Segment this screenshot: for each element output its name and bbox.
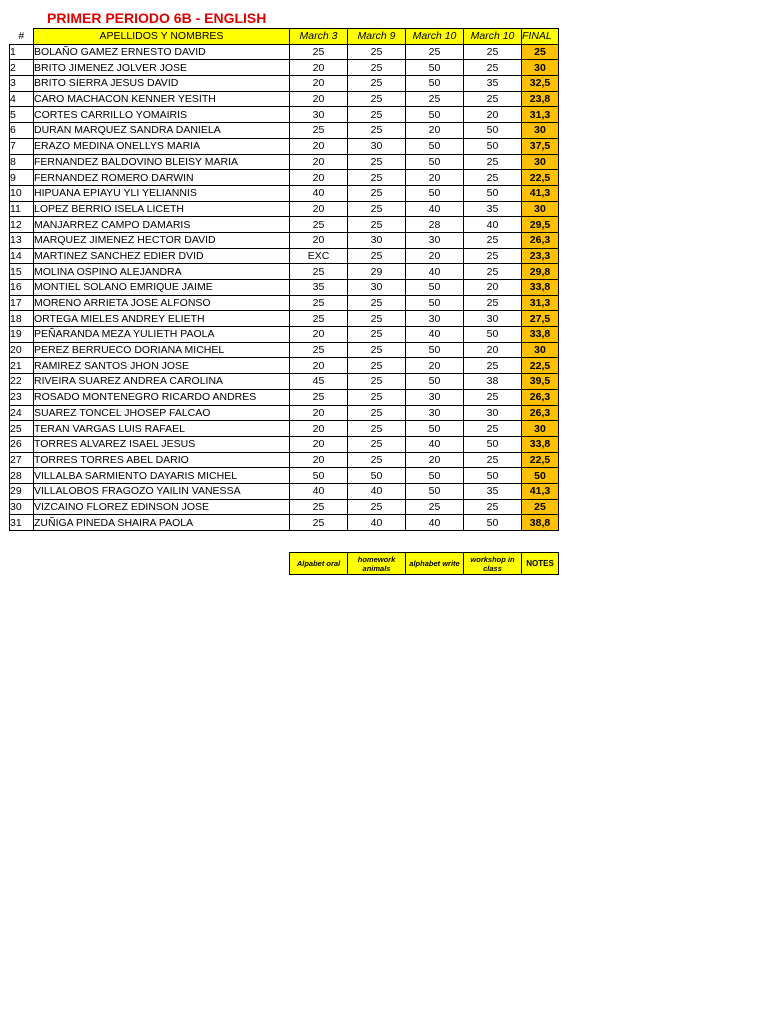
score-march-3[interactable]: 20 [290, 436, 348, 452]
table-row [10, 201, 559, 217]
student-name[interactable]: HIPUANA EPIAYU YLI YELIANNIS [34, 185, 290, 201]
final-grade[interactable]: 22,5 [522, 170, 559, 186]
score-march-3[interactable]: 40 [290, 483, 348, 499]
row-number[interactable]: 31 [10, 515, 34, 531]
final-grade[interactable]: 25 [522, 499, 559, 515]
table-row [10, 421, 559, 437]
score-march-9[interactable]: 25 [348, 154, 406, 170]
student-name[interactable]: ROSADO MONTENEGRO RICARDO ANDRES [34, 389, 290, 405]
row-number[interactable]: 15 [10, 264, 34, 280]
score-march-9[interactable]: 25 [348, 436, 406, 452]
student-name[interactable]: VIZCAINO FLOREZ EDINSON JOSE [34, 499, 290, 515]
score-march-10-a[interactable]: 30 [406, 311, 464, 327]
table-row [10, 374, 559, 390]
score-march-9[interactable]: 25 [348, 123, 406, 139]
student-name[interactable]: BOLAÑO GAMEZ ERNESTO DAVID [34, 44, 290, 60]
score-march-10-b[interactable]: 25 [464, 264, 522, 280]
table-row [10, 483, 559, 499]
final-grade[interactable]: 25 [522, 44, 559, 60]
row-number[interactable]: 3 [10, 76, 34, 92]
final-grade[interactable]: 22,5 [522, 452, 559, 468]
score-march-10-a[interactable]: 28 [406, 217, 464, 233]
score-march-10-a[interactable]: 25 [406, 91, 464, 107]
row-number[interactable]: 27 [10, 452, 34, 468]
score-march-10-b[interactable]: 25 [464, 499, 522, 515]
score-march-3[interactable]: EXC [290, 248, 348, 264]
row-number[interactable]: 18 [10, 311, 34, 327]
score-march-9[interactable]: 25 [348, 295, 406, 311]
row-number[interactable]: 28 [10, 468, 34, 484]
score-march-3[interactable]: 25 [290, 342, 348, 358]
legend-alphabet-write[interactable]: alphabet write [406, 553, 464, 575]
score-march-10-b[interactable]: 40 [464, 217, 522, 233]
legend-workshop-in-class[interactable]: workshop in class [464, 553, 522, 575]
score-march-9[interactable]: 25 [348, 170, 406, 186]
student-name[interactable]: BRITO SIERRA JESUS DAVID [34, 76, 290, 92]
score-march-10-b[interactable]: 35 [464, 483, 522, 499]
table-row [10, 107, 559, 123]
score-march-9[interactable]: 25 [348, 389, 406, 405]
legend-table [289, 552, 559, 575]
score-march-3[interactable]: 25 [290, 123, 348, 139]
student-name[interactable]: CORTES CARRILLO YOMAIRIS [34, 107, 290, 123]
final-grade[interactable]: 33,8 [522, 280, 559, 296]
score-march-10-b[interactable]: 50 [464, 327, 522, 343]
final-grade[interactable]: 30 [522, 342, 559, 358]
score-march-3[interactable]: 20 [290, 91, 348, 107]
legend-alphabet-oral[interactable]: Alpabet oral [290, 553, 348, 575]
score-march-3[interactable]: 20 [290, 421, 348, 437]
row-number[interactable]: 13 [10, 232, 34, 248]
score-march-3[interactable]: 25 [290, 389, 348, 405]
final-grade[interactable]: 26,3 [522, 232, 559, 248]
table-row [10, 468, 559, 484]
score-march-10-b[interactable]: 25 [464, 154, 522, 170]
score-march-9[interactable]: 29 [348, 264, 406, 280]
header-march-3[interactable]: March 3 [290, 29, 348, 45]
score-march-9[interactable]: 25 [348, 76, 406, 92]
score-march-3[interactable]: 25 [290, 499, 348, 515]
row-number[interactable]: 8 [10, 154, 34, 170]
final-grade[interactable]: 33,8 [522, 327, 559, 343]
student-name[interactable]: MARTINEZ SANCHEZ EDIER DVID [34, 248, 290, 264]
final-grade[interactable]: 30 [522, 154, 559, 170]
score-march-9[interactable]: 25 [348, 185, 406, 201]
score-march-10-b[interactable]: 30 [464, 405, 522, 421]
score-march-10-a[interactable]: 20 [406, 123, 464, 139]
final-grade[interactable]: 41,3 [522, 483, 559, 499]
score-march-10-b[interactable]: 50 [464, 185, 522, 201]
legend-row [290, 553, 559, 575]
score-march-10-b[interactable]: 50 [464, 468, 522, 484]
score-march-10-a[interactable]: 20 [406, 248, 464, 264]
row-number[interactable]: 22 [10, 374, 34, 390]
final-grade[interactable]: 27,5 [522, 311, 559, 327]
row-number[interactable]: 24 [10, 405, 34, 421]
final-grade[interactable]: 32,5 [522, 76, 559, 92]
score-march-10-b[interactable]: 25 [464, 389, 522, 405]
score-march-3[interactable]: 50 [290, 468, 348, 484]
score-march-10-b[interactable]: 20 [464, 107, 522, 123]
student-name[interactable]: ERAZO MEDINA ONELLYS MARIA [34, 138, 290, 154]
final-grade[interactable]: 33,8 [522, 436, 559, 452]
table-row [10, 217, 559, 233]
score-march-3[interactable]: 20 [290, 327, 348, 343]
score-march-10-a[interactable]: 50 [406, 76, 464, 92]
score-march-10-b[interactable]: 50 [464, 436, 522, 452]
row-number[interactable]: 29 [10, 483, 34, 499]
final-grade[interactable]: 31,3 [522, 295, 559, 311]
final-grade[interactable]: 41,3 [522, 185, 559, 201]
student-name[interactable]: TORRES TORRES ABEL DARIO [34, 452, 290, 468]
header-names[interactable]: APELLIDOS Y NOMBRES [34, 29, 290, 45]
row-number[interactable]: 2 [10, 60, 34, 76]
score-march-10-a[interactable]: 30 [406, 405, 464, 421]
score-march-3[interactable]: 20 [290, 60, 348, 76]
row-number[interactable]: 1 [10, 44, 34, 60]
score-march-9[interactable]: 40 [348, 515, 406, 531]
student-name[interactable]: MONTIEL SOLANO EMRIQUE JAIME [34, 280, 290, 296]
score-march-10-b[interactable]: 25 [464, 452, 522, 468]
score-march-10-b[interactable]: 25 [464, 358, 522, 374]
row-number[interactable]: 23 [10, 389, 34, 405]
final-grade[interactable]: 30 [522, 421, 559, 437]
score-march-10-a[interactable]: 40 [406, 436, 464, 452]
final-grade[interactable]: 30 [522, 60, 559, 76]
score-march-3[interactable]: 20 [290, 76, 348, 92]
score-march-9[interactable]: 25 [348, 405, 406, 421]
score-march-10-b[interactable]: 25 [464, 44, 522, 60]
student-name[interactable]: SUAREZ TONCEL JHOSEP FALCAO [34, 405, 290, 421]
score-march-9[interactable]: 30 [348, 280, 406, 296]
final-grade[interactable]: 26,3 [522, 405, 559, 421]
score-march-3[interactable]: 35 [290, 280, 348, 296]
score-march-9[interactable]: 25 [348, 311, 406, 327]
student-name[interactable]: PEREZ BERRUECO DORIANA MICHEL [34, 342, 290, 358]
score-march-9[interactable]: 25 [348, 499, 406, 515]
score-march-3[interactable]: 30 [290, 107, 348, 123]
row-number[interactable]: 25 [10, 421, 34, 437]
score-march-3[interactable]: 40 [290, 185, 348, 201]
student-name[interactable]: LOPEZ BERRIO ISELA LICETH [34, 201, 290, 217]
score-march-10-a[interactable]: 50 [406, 60, 464, 76]
row-number[interactable]: 20 [10, 342, 34, 358]
student-name[interactable]: CARO MACHACON KENNER YESITH [34, 91, 290, 107]
student-name[interactable]: BRITO JIMENEZ JOLVER JOSE [34, 60, 290, 76]
row-number[interactable]: 6 [10, 123, 34, 139]
score-march-3[interactable]: 20 [290, 232, 348, 248]
table-row [10, 170, 559, 186]
final-grade[interactable]: 39,5 [522, 374, 559, 390]
legend-notes[interactable]: NOTES [522, 553, 559, 575]
student-name[interactable]: VILLALBA SARMIENTO DAYARIS MICHEL [34, 468, 290, 484]
score-march-10-a[interactable]: 20 [406, 452, 464, 468]
score-march-3[interactable]: 45 [290, 374, 348, 390]
final-grade[interactable]: 26,3 [522, 389, 559, 405]
score-march-9[interactable]: 25 [348, 374, 406, 390]
final-grade[interactable]: 38,8 [522, 515, 559, 531]
student-name[interactable]: VILLALOBOS FRAGOZO YAILIN VANESSA [34, 483, 290, 499]
table-row [10, 264, 559, 280]
score-march-10-a[interactable]: 50 [406, 374, 464, 390]
score-march-10-a[interactable]: 20 [406, 170, 464, 186]
student-name[interactable]: ORTEGA MIELES ANDREY ELIETH [34, 311, 290, 327]
student-name[interactable]: DURAN MARQUEZ SANDRA DANIELA [34, 123, 290, 139]
student-name[interactable]: TERAN VARGAS LUIS RAFAEL [34, 421, 290, 437]
row-number[interactable]: 30 [10, 499, 34, 515]
score-march-10-b[interactable]: 25 [464, 232, 522, 248]
final-grade[interactable]: 37,5 [522, 138, 559, 154]
row-number[interactable]: 4 [10, 91, 34, 107]
score-march-9[interactable]: 30 [348, 232, 406, 248]
score-march-9[interactable]: 25 [348, 358, 406, 374]
score-march-9[interactable]: 25 [348, 327, 406, 343]
table-row [10, 389, 559, 405]
table-row [10, 311, 559, 327]
score-march-9[interactable]: 40 [348, 483, 406, 499]
score-march-10-b[interactable]: 50 [464, 123, 522, 139]
table-row [10, 232, 559, 248]
score-march-10-b[interactable]: 25 [464, 170, 522, 186]
final-grade[interactable]: 23,8 [522, 91, 559, 107]
row-number[interactable]: 5 [10, 107, 34, 123]
score-march-9[interactable]: 50 [348, 468, 406, 484]
student-name[interactable]: RIVEIRA SUAREZ ANDREA CAROLINA [34, 374, 290, 390]
table-row [10, 91, 559, 107]
row-number[interactable]: 19 [10, 327, 34, 343]
score-march-10-b[interactable]: 25 [464, 295, 522, 311]
row-number[interactable]: 21 [10, 358, 34, 374]
table-row [10, 123, 559, 139]
score-march-10-b[interactable]: 50 [464, 138, 522, 154]
score-march-10-b[interactable]: 20 [464, 342, 522, 358]
student-name[interactable]: ZUÑIGA PINEDA SHAIRA PAOLA [34, 515, 290, 531]
score-march-3[interactable]: 25 [290, 311, 348, 327]
grades-table [9, 28, 559, 531]
score-march-10-b[interactable]: 38 [464, 374, 522, 390]
table-row [10, 295, 559, 311]
score-march-10-a[interactable]: 30 [406, 389, 464, 405]
final-grade[interactable]: 22,5 [522, 358, 559, 374]
score-march-10-b[interactable]: 35 [464, 76, 522, 92]
final-grade[interactable]: 29,8 [522, 264, 559, 280]
table-row [10, 44, 559, 60]
score-march-10-b[interactable]: 35 [464, 201, 522, 217]
header-row [10, 29, 559, 45]
score-march-3[interactable]: 25 [290, 264, 348, 280]
row-number[interactable]: 16 [10, 280, 34, 296]
final-grade[interactable]: 31,3 [522, 107, 559, 123]
student-name[interactable]: TORRES ALVAREZ ISAEL JESUS [34, 436, 290, 452]
score-march-9[interactable]: 25 [348, 421, 406, 437]
row-number[interactable]: 9 [10, 170, 34, 186]
table-row [10, 248, 559, 264]
final-grade[interactable]: 23,3 [522, 248, 559, 264]
score-march-10-a[interactable]: 50 [406, 295, 464, 311]
header-march-10-b[interactable]: March 10 [464, 29, 522, 45]
table-row [10, 515, 559, 531]
table-row [10, 60, 559, 76]
table-row [10, 138, 559, 154]
row-number[interactable]: 12 [10, 217, 34, 233]
student-name[interactable]: MANJARREZ CAMPO DAMARIS [34, 217, 290, 233]
student-name[interactable]: PEÑARANDA MEZA YULIETH PAOLA [34, 327, 290, 343]
score-march-10-a[interactable]: 50 [406, 468, 464, 484]
header-march-10-a[interactable]: March 10 [406, 29, 464, 45]
score-march-3[interactable]: 20 [290, 138, 348, 154]
table-row [10, 154, 559, 170]
score-march-10-a[interactable]: 50 [406, 107, 464, 123]
score-march-10-a[interactable]: 50 [406, 138, 464, 154]
score-march-3[interactable]: 20 [290, 201, 348, 217]
score-march-9[interactable]: 30 [348, 138, 406, 154]
student-name[interactable]: MOLINA OSPINO ALEJANDRA [34, 264, 290, 280]
score-march-9[interactable]: 25 [348, 342, 406, 358]
score-march-10-b[interactable]: 25 [464, 60, 522, 76]
final-grade[interactable]: 50 [522, 468, 559, 484]
final-grade[interactable]: 29,5 [522, 217, 559, 233]
row-number[interactable]: 7 [10, 138, 34, 154]
score-march-3[interactable]: 25 [290, 295, 348, 311]
header-number[interactable]: # [18, 30, 25, 43]
score-march-3[interactable]: 25 [290, 217, 348, 233]
score-march-3[interactable]: 20 [290, 452, 348, 468]
student-name[interactable]: MARQUEZ JIMENEZ HECTOR DAVID [34, 232, 290, 248]
score-march-10-b[interactable]: 20 [464, 280, 522, 296]
score-march-10-a[interactable]: 40 [406, 264, 464, 280]
score-march-3[interactable]: 25 [290, 515, 348, 531]
score-march-10-b[interactable]: 25 [464, 248, 522, 264]
score-march-10-a[interactable]: 20 [406, 358, 464, 374]
score-march-10-a[interactable]: 40 [406, 515, 464, 531]
student-rows [10, 44, 559, 530]
score-march-9[interactable]: 25 [348, 201, 406, 217]
score-march-9[interactable]: 25 [348, 452, 406, 468]
table-row [10, 405, 559, 421]
table-row [10, 358, 559, 374]
score-march-10-b[interactable]: 30 [464, 311, 522, 327]
student-name[interactable]: RAMIREZ SANTOS JHON JOSE [34, 358, 290, 374]
score-march-10-b[interactable]: 25 [464, 421, 522, 437]
score-march-3[interactable]: 20 [290, 170, 348, 186]
row-number[interactable]: 17 [10, 295, 34, 311]
table-row [10, 76, 559, 92]
table-row [10, 452, 559, 468]
score-march-10-a[interactable]: 50 [406, 483, 464, 499]
row-number[interactable]: 11 [10, 201, 34, 217]
score-march-9[interactable]: 25 [348, 107, 406, 123]
score-march-3[interactable]: 20 [290, 358, 348, 374]
score-march-9[interactable]: 25 [348, 44, 406, 60]
sheet-title: PRIMER PERIODO 6B - ENGLISH [47, 10, 267, 26]
student-name[interactable]: FERNANDEZ BALDOVINO BLEISY MARIA [34, 154, 290, 170]
score-march-9[interactable]: 25 [348, 217, 406, 233]
table-row [10, 499, 559, 515]
header-march-9[interactable]: March 9 [348, 29, 406, 45]
score-march-3[interactable]: 25 [290, 44, 348, 60]
table-row [10, 280, 559, 296]
score-march-10-a[interactable]: 40 [406, 327, 464, 343]
score-march-10-a[interactable]: 40 [406, 201, 464, 217]
score-march-10-a[interactable]: 50 [406, 154, 464, 170]
score-march-10-a[interactable]: 25 [406, 44, 464, 60]
student-name[interactable]: MORENO ARRIETA JOSE ALFONSO [34, 295, 290, 311]
score-march-10-a[interactable]: 50 [406, 342, 464, 358]
final-grade[interactable]: 30 [522, 201, 559, 217]
score-march-10-a[interactable]: 50 [406, 421, 464, 437]
final-grade[interactable]: 30 [522, 123, 559, 139]
score-march-3[interactable]: 20 [290, 154, 348, 170]
score-march-10-a[interactable]: 50 [406, 280, 464, 296]
score-march-10-b[interactable]: 25 [464, 91, 522, 107]
table-row [10, 342, 559, 358]
score-march-9[interactable]: 25 [348, 60, 406, 76]
legend-homework-animals[interactable]: homework animals [348, 553, 406, 575]
row-number[interactable]: 10 [10, 185, 34, 201]
score-march-10-a[interactable]: 25 [406, 499, 464, 515]
row-number[interactable]: 14 [10, 248, 34, 264]
score-march-10-a[interactable]: 30 [406, 232, 464, 248]
score-march-10-a[interactable]: 50 [406, 185, 464, 201]
table-row [10, 327, 559, 343]
table-row [10, 185, 559, 201]
score-march-3[interactable]: 20 [290, 405, 348, 421]
header-final[interactable]: FINAL [522, 29, 559, 45]
score-march-9[interactable]: 25 [348, 91, 406, 107]
table-row [10, 436, 559, 452]
score-march-9[interactable]: 25 [348, 248, 406, 264]
row-number[interactable]: 26 [10, 436, 34, 452]
student-name[interactable]: FERNANDEZ ROMERO DARWIN [34, 170, 290, 186]
score-march-10-b[interactable]: 50 [464, 515, 522, 531]
